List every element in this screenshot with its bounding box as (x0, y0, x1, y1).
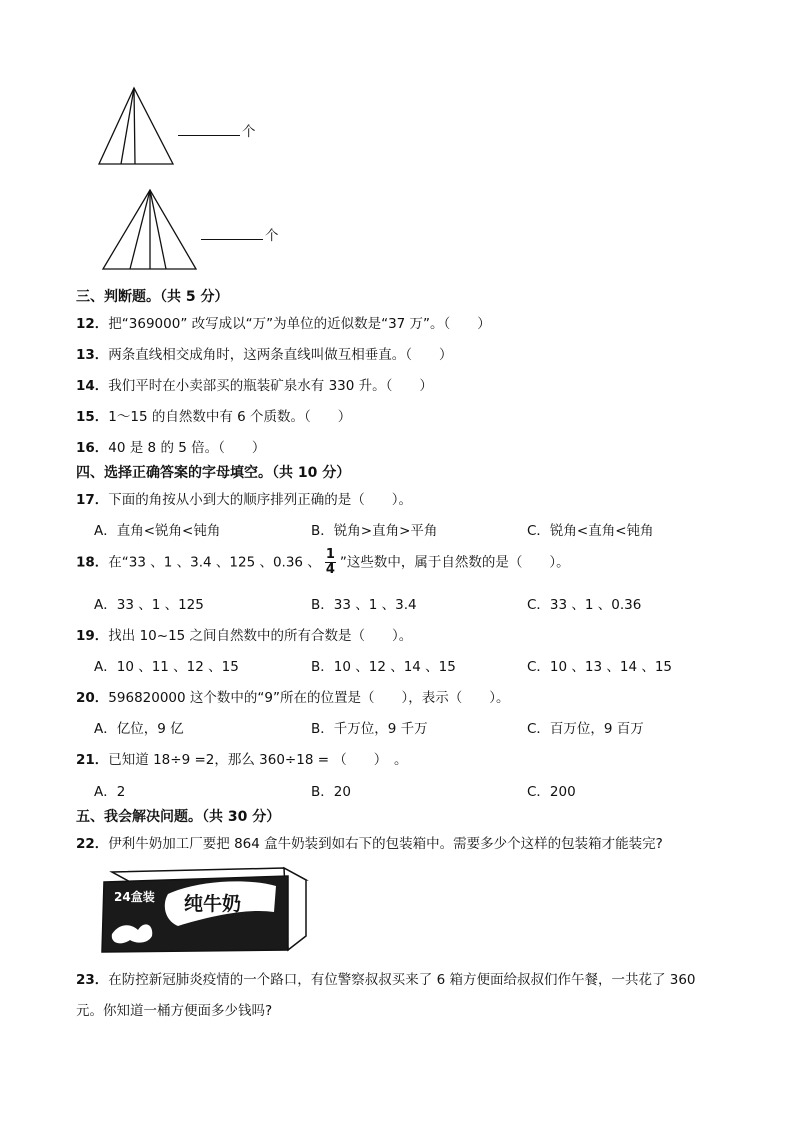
q20-option-b[interactable]: B．千万位，9 千万 (311, 721, 428, 737)
fraction-one-quarter: $\frac{1}{4}$ (325, 547, 335, 577)
q18-option-a[interactable]: A．33 、1 、125 (94, 597, 204, 613)
question-23-line-2: 元。你知道一桶方便面多少钱吗? (76, 1003, 273, 1019)
triangle-figure-1 (96, 86, 178, 168)
question-22: 22．伊利牛奶加工厂要把 864 盒牛奶装到如右下的包装箱中。需要多少个这样的包装箱才能装完? (76, 836, 663, 852)
question-23-line-1: 23．在防控新冠肺炎疫情的一个路口，有位警察叔叔买来了 6 箱方便面给叔叔们作午餐，一共花了 360 (76, 972, 696, 988)
answer-blank[interactable] (178, 125, 240, 136)
section-3-title: 三、判断题。（共 5 分） (76, 289, 229, 305)
box-count-label: 24盒装 (114, 890, 155, 904)
question-20: 20．596820000 这个数中的“9”所在的位置是（ ），表示（ ）。 (76, 690, 510, 706)
question-12: 12．把“369000” 改写成以“万”为单位的近似数是“37 万”。（ ） (76, 316, 491, 332)
question-17: 17．下面的角按从小到大的顺序排列正确的是（ ）。 (76, 492, 413, 508)
q20-option-c[interactable]: C．百万位，9 百万 (527, 721, 644, 737)
q17-option-c[interactable]: C．锐角<直角<钝角 (527, 523, 654, 539)
question-18: 18．在“33 、1 、3.4 、125 、0.36 、 $\frac{1}{4}$ ”这些数中，属于自然数的是（ ）。 (76, 547, 570, 577)
question-15: 15．1～15 的自然数中有 6 个质数。（ ） (76, 409, 352, 425)
q20-option-a[interactable]: A．亿位，9 亿 (94, 721, 184, 737)
question-14: 14．我们平时在小卖部买的瓶装矿泉水有 330 升。（ ） (76, 378, 433, 394)
q17-option-b[interactable]: B．锐角>直角>平角 (311, 523, 438, 539)
question-21: 21．已知道 18÷9 =2，那么 360÷18 = （ ） 。 (76, 752, 408, 768)
triangle-figure-2 (100, 188, 200, 272)
q17-option-a[interactable]: A．直角<锐角<钝角 (94, 523, 221, 539)
question-19: 19．找出 10~15 之间自然数中的所有合数是（ ）。 (76, 628, 413, 644)
answer-blank[interactable] (201, 229, 263, 240)
q19-option-b[interactable]: B．10 、12 、14 、15 (311, 659, 456, 675)
triangle-1-answer: 个 (178, 120, 256, 140)
triangle-2-answer: 个 (201, 224, 279, 244)
section-5-title: 五、我会解决问题。（共 30 分） (76, 809, 281, 825)
question-16: 16．40 是 8 的 5 倍。（ ） (76, 440, 266, 456)
section-4-title: 四、选择正确答案的字母填空。（共 10 分） (76, 465, 351, 481)
q19-option-a[interactable]: A．10 、11 、12 、15 (94, 659, 239, 675)
q21-option-b[interactable]: B．20 (311, 784, 351, 800)
q18-option-b[interactable]: B．33 、1 、3.4 (311, 597, 417, 613)
q18-option-c[interactable]: C．33 、1 、0.36 (527, 597, 642, 613)
milk-box-illustration (98, 864, 310, 956)
question-13: 13．两条直线相交成角时，这两条直线叫做互相垂直。（ ） (76, 347, 453, 363)
q19-option-c[interactable]: C．10 、13 、14 、15 (527, 659, 673, 675)
q21-option-c[interactable]: C．200 (527, 784, 576, 800)
q21-option-a[interactable]: A．2 (94, 784, 126, 800)
box-brand-label: 纯牛奶 (184, 893, 242, 915)
